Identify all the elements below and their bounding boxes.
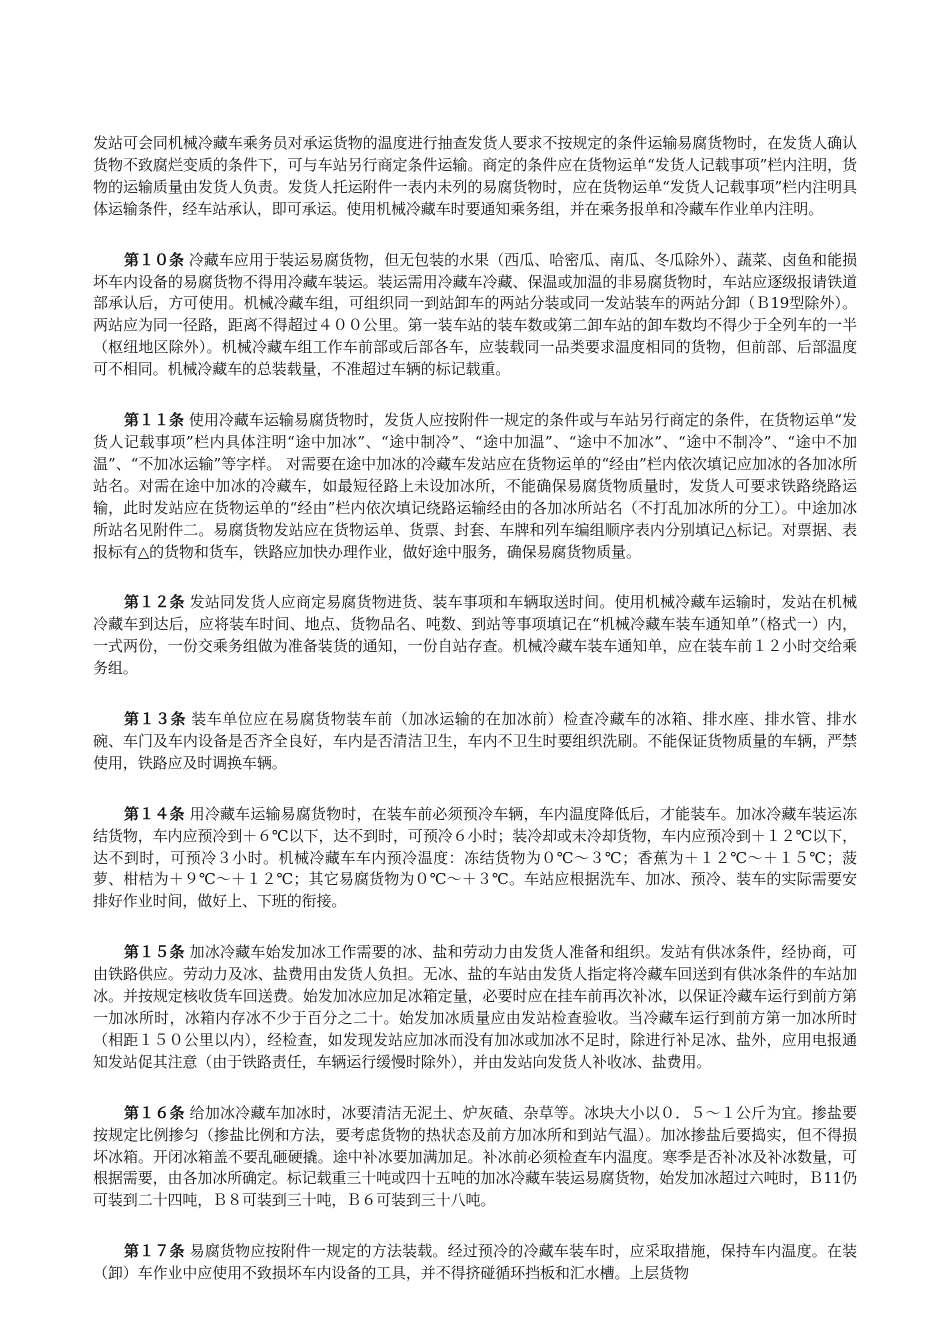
article-number: 第１７条 xyxy=(124,1242,185,1261)
article-number: 第１２条 xyxy=(124,593,185,612)
paragraph-article-14 xyxy=(93,804,857,914)
paragraph-article-12 xyxy=(93,592,857,680)
paragraph-text: 给加冰冷藏车加冰时，冰要清洁无泥土、炉灰碴、杂草等。冰块大小以０．５～１公斤为宜。掺盐要按规定比例掺匀（掺盐比例和方法，要考虑货物的热状态及前方加冰所和到站气温）。加冰掺盐后要捣实，但不得损坏冰箱。开闭冰箱盖不要乱砸硬撬。途中补冰要加满加足。补冰前必须检查车内温度。寒季是否补冰及补冰数量，可根据需要，由各加冰所确定。标记载重三十吨或四十五吨的加冰冷藏车装运易腐货物，始发加冰超过六吨时，Ｂ11仍可装到二十四吨，Ｂ８可装到三十吨，Ｂ６可装到三十八吨。 xyxy=(93,1103,857,1210)
paragraph-article-15 xyxy=(93,942,857,1073)
article-number: 第１５条 xyxy=(124,943,185,962)
paragraph-text: 发站可会同机械冷藏车乘务员对承运货物的温度进行抽查发货人要求不按规定的条件运输易腐货物时，在发货人确认货物不致腐烂变质的条件下，可与车站另行商定条件运输。商定的条件应在货物运单“发货人记载事项”栏内注明，货物的运输质量由发货人负责。发货人托运附件一表内未列的易腐货物时，应在货物运单“发货人记载事项”栏内注明具体运输条件，经车站承认，即可承运。使用机械冷藏车时要通知乘务组，并在乘务报单和冷藏车作业单内注明。 xyxy=(93,134,857,218)
paragraph-continuation xyxy=(93,133,857,221)
paragraph-text: 加冰冷藏车始发加冰工作需要的冰、盐和劳动力由发货人准备和组织。发站有供冰条件，经协商，可由铁路供应。劳动力及冰、盐费用由发货人负担。无冰、盐的车站由发货人指定将冷藏车回送到有供冰条件的车站加冰。并按规定核收货车回送费。始发加冰应加足冰箱定量，必要时应在挂车前再次补冰，以保证冷藏车运行到前方第一加冰所时，冰箱内存冰不少于百分之二十。始发加冰质量应由发站检查验收。当冷藏车运行到前方第一加冰所时（相距１５０公里以内），经检查，如发现发站应加冰而没有加冰或加冰不足时，除进行补足冰、盐外，应用电报通知发站促其注意（由于铁路责任，车辆运行缓慢时除外），并由发站向发货人补收冰、盐费用。 xyxy=(93,943,857,1071)
paragraph-text: 使用冷藏车运输易腐货物时，发货人应按附件一规定的条件或与车站另行商定的条件，在货物运单“发货人记载事项”栏内具体注明“途中加冰”、“途中制冷”、“途中加温”、“途中不加冰”、“途中不制冷”、“途中不加温”、“不加冰运输”等字样。 对需要在途中加冰的冷藏车发站应在货物运单的“经由”栏内依次填记应加冰的各加冰所站名。对需在途中加冰的冷藏车，如最短径路上未设加冰所，不能确保易腐货物质量时，发货人可要求铁路绕路运输，此时发站应在货物运单的“经由”栏内依次填记绕路运输经由的各加冰所站名（不打乱加冰所的分工）。中途加冰所站名见附件二。易腐货物发站应在货物运单、货票、封套、车牌和列车编组顺序表内分别填记△标记。对票据、表报标有△的货物和货车，铁路应加快办理作业，做好途中服务，确保易腐货物质量。 xyxy=(93,411,857,561)
paragraph-article-16 xyxy=(93,1103,857,1213)
article-number: 第１４条 xyxy=(124,804,185,823)
paragraph-article-17 xyxy=(93,1241,857,1285)
article-number: 第１６条 xyxy=(124,1103,185,1122)
paragraph-text: 发站同发货人应商定易腐货物进货、装车事项和车辆取送时间。使用机械冷藏车运输时，发站在机械冷藏车到达后，应将装车时间、地点、货物品名、吨数、到站等事项填记在“机械冷藏车装车通知单”（格式一）内，一式两份，一份交乘务组做为准备装货的通知，一份自站存查。机械冷藏车装车通知单，应在装车前１２小时交给乘务组。 xyxy=(93,593,857,678)
paragraph-article-11 xyxy=(93,410,857,563)
paragraph-text: 装车单位应在易腐货物装车前（加冰运输的在加冰前）检查冷藏车的冰箱、排水座、排水管、排水碗、车门及车内设备是否齐全良好，车内是否清洁卫生，车内不卫生时要组织洗刷。不能保证货物质量的车辆，严禁使用，铁路应及时调换车辆。 xyxy=(93,710,858,772)
paragraph-text: 用冷藏车运输易腐货物时，在装车前必须预冷车辆，车内温度降低后，才能装车。加冰冷藏车装运冻结货物，车内应预冷到＋６℃以下，达不到时，可预冷６小时；装冷却或未冷却货物，车内应预冷到＋１２℃以下，达不到时，可预冷３小时。机械冷藏车车内预冷温度：冻结货物为０℃～３℃；香蕉为＋１２℃～＋１５℃；菠萝、柑桔为＋９℃～＋１２℃；其它易腐货物为０℃～＋３℃。车站应根据洗车、加冰、预冷、装车的实际需要安排好作业时间，做好上、下班的衔接。 xyxy=(93,804,857,911)
article-number: 第１３条 xyxy=(124,710,186,729)
article-number: 第１０条 xyxy=(124,250,185,269)
paragraph-article-13 xyxy=(93,709,857,775)
paragraph-text: 冷藏车应用于装运易腐货物，但无包装的水果（西瓜、哈密瓜、南瓜、冬瓜除外）、蔬菜、卤鱼和能损坏车内设备的易腐货物不得用冷藏车装运。装运需用冷藏车冷藏、保温或加温的非易腐货物时，车站应逐级报请铁道部承认后，方可使用。机械冷藏车组，可组织同一到站卸车的两站分装或同一发站装车的两站分卸（Ｂ19型除外）。两站应为同一径路，距离不得超过４００公里。第一装车站的装车数或第二卸车站的卸车数均不得少于全列车的一半（枢纽地区除外）。机械冷藏车组工作车前部或后部各车，应装载同一品类要求温度相同的货物，但前部、后部温度可不相同。机械冷藏车的总装载量，不准超过车辆的标记载重。 xyxy=(93,250,857,379)
paragraph-article-10 xyxy=(93,250,857,381)
document-page xyxy=(93,133,857,1314)
paragraph-text: 易腐货物应按附件一规定的方法装载。经过预冷的冷藏车装车时，应采取措施，保持车内温度。在装（卸）车作业中应使用不致损坏车内设备的工具，并不得挤碰循环挡板和汇水槽。上层货物 xyxy=(93,1242,857,1283)
article-number: 第１１条 xyxy=(124,411,185,430)
